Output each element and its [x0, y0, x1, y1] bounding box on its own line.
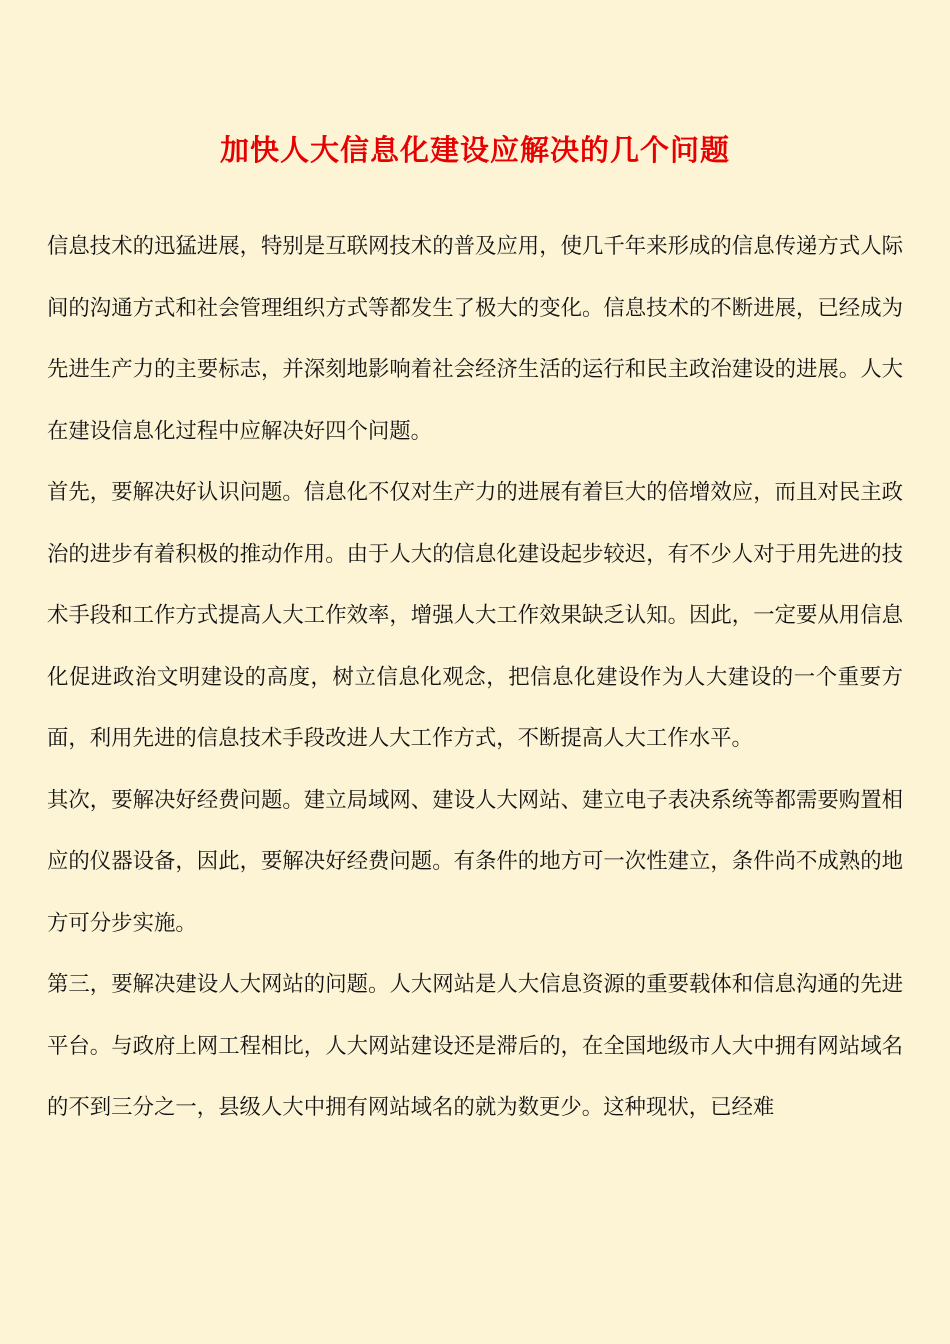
paragraph-1: 信息技术的迅猛进展，特别是互联网技术的普及应用，使几千年来形成的信息传递方式人际间的沟通方式和社会管理组织方式等都发生了极大的变化。信息技术的不断进展，已经成为先进生产力的主要标志，并深刻地影响着社会经济生活的运行和民主政治建设的进展。人大在建设信息化过程中应解决好四个问题。 [47, 234, 903, 444]
paragraph-3: 其次，要解决好经费问题。建立局域网、建设人大网站、建立电子表决系统等都需要购置相应的仪器设备，因此，要解决好经费问题。有条件的地方可一次性建立，条件尚不成熟的地方可分步实施。 [47, 787, 903, 936]
paragraph-2: 首先，要解决好认识问题。信息化不仅对生产力的进展有着巨大的倍增效应，而且对民主政治的进步有着积极的推动作用。由于人大的信息化建设起步较迟，有不少人对于用先进的技术手段和工作方式提高人大工作效率，增强人大工作效果缺乏认知。因此，一定要从用信息化促进政治文明建设的高度，树立信息化观念，把信息化建设作为人大建设的一个重要方面，利用先进的信息技术手段改进人大工作方式，不断提高人大工作水平。 [47, 480, 903, 751]
paragraph-4: 第三，要解决建设人大网站的问题。人大网站是人大信息资源的重要载体和信息沟通的先进平台。与政府上网工程相比，人大网站建设还是滞后的，在全国地级市人大中拥有网站域名的不到三分之一，县级人大中拥有网站域名的就为数更少。这种现状，已经难 [47, 972, 903, 1120]
document-title: 加快人大信息化建设应解决的几个问题 [219, 133, 730, 167]
document-body [47, 216, 903, 1139]
